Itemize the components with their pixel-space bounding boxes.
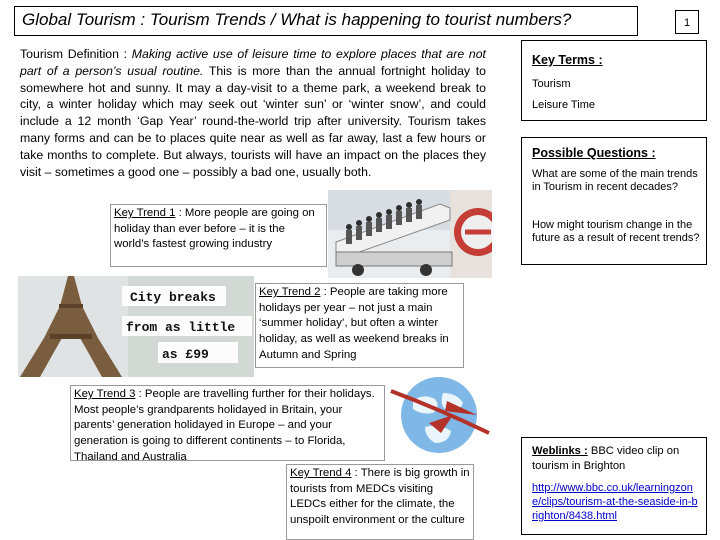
key-terms-panel	[521, 40, 707, 121]
eiffel-tower-city-breaks-photo	[18, 276, 254, 377]
trend-text: People are travelling further for their holidays. Most people’s grandparents holidayed in Britain, your parents’ generation holidayed in Europe – and your generation is going to different continents – to Florida, Thailand and Australia	[74, 388, 375, 463]
trend-text: There is big growth in tourists from MEDCs visiting LEDCs either for the climate, the unspoilt environment or the culture	[290, 467, 470, 527]
weblinks-panel	[521, 437, 707, 535]
question-item: How might tourism change in the future as a result of recent trends?	[532, 219, 700, 245]
key-term-item: Tourism	[532, 78, 571, 90]
trend-text: People are taking more holidays per year – not just a main ‘summer holiday’, but often a winter holiday, as well as weekend breaks in Autumn and Spring	[259, 286, 449, 361]
possible-questions-heading: Possible Questions :	[532, 146, 656, 160]
page-number: 1	[675, 10, 699, 34]
weblinks-heading: Weblinks :	[532, 445, 588, 457]
city-breaks-line-2: from as little	[126, 320, 236, 335]
trend-label: Key Trend 1	[114, 207, 176, 219]
weblink-url[interactable]: http://www.bbc.co.uk/learningzone/clips/tourism-at-the-seaside-in-brighton/8438.html	[532, 482, 698, 522]
possible-questions-panel	[521, 137, 707, 265]
definition-emphasis: Making active use of leisure time to explore places that are not part of a person’s usual routine.	[20, 47, 486, 78]
trend-label: Key Trend 2	[259, 286, 321, 298]
weblinks-description: BBC video clip on tourism in Brighton	[532, 445, 680, 472]
page-title: Global Tourism : Tourism Trends / What is happening to tourist numbers?	[22, 10, 572, 29]
trend-text: More people are going on holiday than ever before – it is the world’s fastest growing industry	[114, 207, 315, 251]
key-trend-4: Key Trend 4 : There is big growth in tourists from MEDCs visiting LEDCs either for the climate, the unspoilt environment or the culture	[286, 464, 474, 540]
key-trend-2: Key Trend 2 : People are taking more holidays per year – not just a main ‘summer holiday’, but often a winter holiday, as well as weekend breaks in Autumn and Spring	[255, 283, 464, 368]
city-breaks-line-1: City breaks	[130, 290, 216, 305]
definition-label: Tourism Definition	[20, 47, 119, 61]
trend-label: Key Trend 3	[74, 388, 136, 400]
aircraft-boarding-photo	[328, 190, 492, 278]
globe-aeroplane-image	[385, 371, 495, 457]
definition-body: This is more than the annual fortnight holiday to somewhere hot and sunny. It may a day-visit to a theme park, a weekend break to city, a winter holiday which may seek out ‘winter sun’ or ‘winter snow’, and could include a 12 month ‘Gap Year’ round-the-world trip after university. Tourism takes many forms and can be to places quite near as well as far away, last a few hours or take months to complete. But always, tourists will have an impact on the places they visit – sometimes a good one – possibly a bad one, usually both.	[20, 63, 486, 179]
question-item: What are some of the main trends in Tourism in recent decades?	[532, 168, 698, 194]
weblinks-intro	[532, 444, 700, 473]
key-term-item: Leisure Time	[532, 99, 595, 111]
trend-label: Key Trend 4	[290, 467, 352, 479]
key-trend-1: Key Trend 1 : More people are going on holiday than ever before – it is the world’s fastest growing industry	[110, 204, 327, 267]
key-trend-3: Key Trend 3 : People are travelling further for their holidays. Most people’s grandparents holidayed in Britain, your parents’ generation holidayed in Europe – and your generation is going to different continents – to Florida, Thailand and Australia	[70, 385, 385, 461]
tourism-definition: Tourism Definition : Making active use of leisure time to explore places that are not part of a person’s usual routine. This is more than the annual fortnight holiday to somewhere hot and sunny. It may a day-visit to a theme park, a weekend break to city, a winter holiday which may seek out ‘winter sun’ or ‘winter snow’, and could include a 12 month ‘Gap Year’ round-the-world trip after university. Tourism takes many forms and can be to places quite near as well as far away, last a few hours or take months to complete. But always, tourists will have an impact on the places they visit – sometimes a good one – possibly a bad one, usually both.	[20, 47, 486, 179]
key-terms-heading: Key Terms :	[532, 53, 603, 67]
city-breaks-line-3: as £99	[162, 347, 209, 362]
title-bar	[14, 6, 638, 36]
